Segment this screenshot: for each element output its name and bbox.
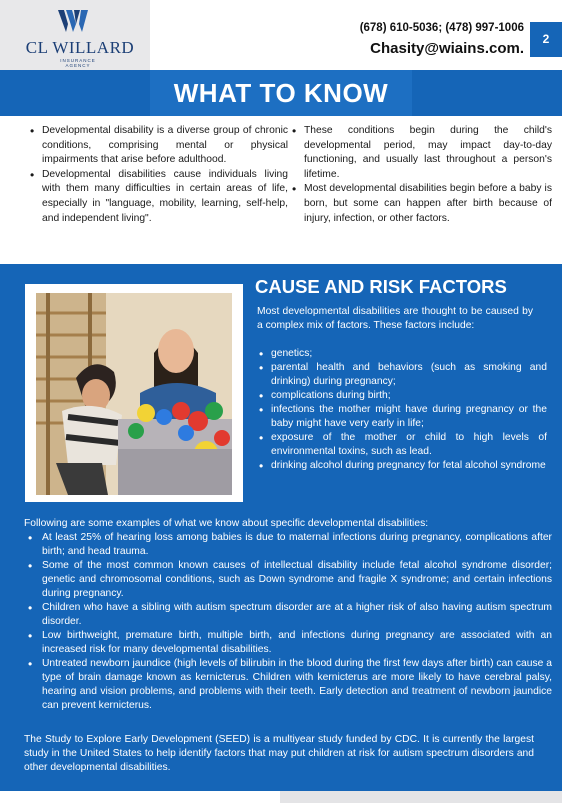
logo-subtitle: INSURANCE AGENCY <box>60 58 96 68</box>
contact-email[interactable]: Chasity@wiains.com. <box>370 40 524 57</box>
cause-section-title: CAUSE AND RISK FACTORS <box>255 276 507 297</box>
therapy-illustration <box>36 293 232 495</box>
banner-title: WHAT TO KNOW <box>173 78 389 108</box>
list-item: • parental health and behaviors (such as smoking and drinking) during pregnancy; <box>271 361 547 389</box>
list-item: • Developmental disability is a diverse group of chronic conditions, comprising mental or physical impairments that arise before adulthood. <box>42 124 288 168</box>
cause-factor-list <box>257 347 547 473</box>
cause-intro: Most developmental disabilities are thought to be caused by a complex mix of factors. These factors include: <box>257 306 533 331</box>
logo-w-mark-icon <box>58 10 88 32</box>
list-item: • drinking alcohol during pregnancy for fetal alcohol syndrome <box>271 459 547 473</box>
logo <box>0 0 150 70</box>
list-item: • infections the mother might have during pregnancy or the baby might have very early in life; <box>271 403 547 431</box>
header <box>0 0 562 70</box>
page-number: 2 <box>530 22 562 57</box>
list-item: • complications during birth; <box>271 389 547 403</box>
contact-phone: (678) 610-5036; (478) 997-1006 <box>359 22 524 34</box>
examples-intro: Following are some examples of what we know about specific developmental disabilities: <box>24 518 429 529</box>
list-item: • exposure of the mother or child to high levels of environmental toxins, such as lead. <box>271 431 547 459</box>
list-item: • These conditions begin during the child's developmental period, may impact day-to-day functioning, and usually last throughout a person's lifetime. <box>304 124 552 182</box>
list-item: • genetics; <box>271 347 547 361</box>
therapy-photo <box>36 293 232 495</box>
what-to-know-left-list <box>28 124 288 226</box>
list-item: • Most developmental disabilities begin before a baby is born, but some can happen after birth because of injury, infection, or other factors. <box>304 182 552 226</box>
what-to-know-right-list <box>290 124 552 226</box>
list-item: • At least 25% of hearing loss among babies is due to maternal infections during pregnancy, complications after birth; and head trauma. <box>42 531 552 559</box>
footer-left <box>0 791 280 803</box>
logo-name: CL WILLARD <box>25 38 135 57</box>
footer-right-band <box>280 791 562 803</box>
list-item: • Children who have a sibling with autism spectrum disorder are at a higher risk of also having autism spectrum disorder. <box>42 601 552 629</box>
list-item: • Untreated newborn jaundice (high levels of bilirubin in the blood during the first few days after birth) can cause a type of brain damage known as kernicterus. Children with kernicterus are more likely to have cerebral palsy, hearing and vision problems, and problems with their teeth. Early detection and treatment of newborn jaundice can prevent kernicterus. <box>42 657 552 713</box>
list-item: • Developmental disabilities cause individuals living with them many difficulties in certain areas of life, especially in "language, mobility, learning, self-help, and independent living". <box>42 168 288 226</box>
examples-list <box>24 531 552 713</box>
list-item: • Some of the most common known causes of intellectual disability include fetal alcohol syndrome disorder; genetic and chromosomal conditions, such as Down syndrome and fragile X syndrome; and certain infections during pregnancy. <box>42 559 552 601</box>
section-banner <box>0 70 562 116</box>
list-item: • Low birthweight, premature birth, multiple birth, and infections during pregnancy are associated with an increased risk for many developmental disabilities. <box>42 629 552 657</box>
seed-paragraph: The Study to Explore Early Development (SEED) is a multiyear study funded by CDC. It is currently the largest study in the United States to help identify factors that may put children at risk for autism spectrum disorders and other developmental disabilities. <box>24 734 534 773</box>
